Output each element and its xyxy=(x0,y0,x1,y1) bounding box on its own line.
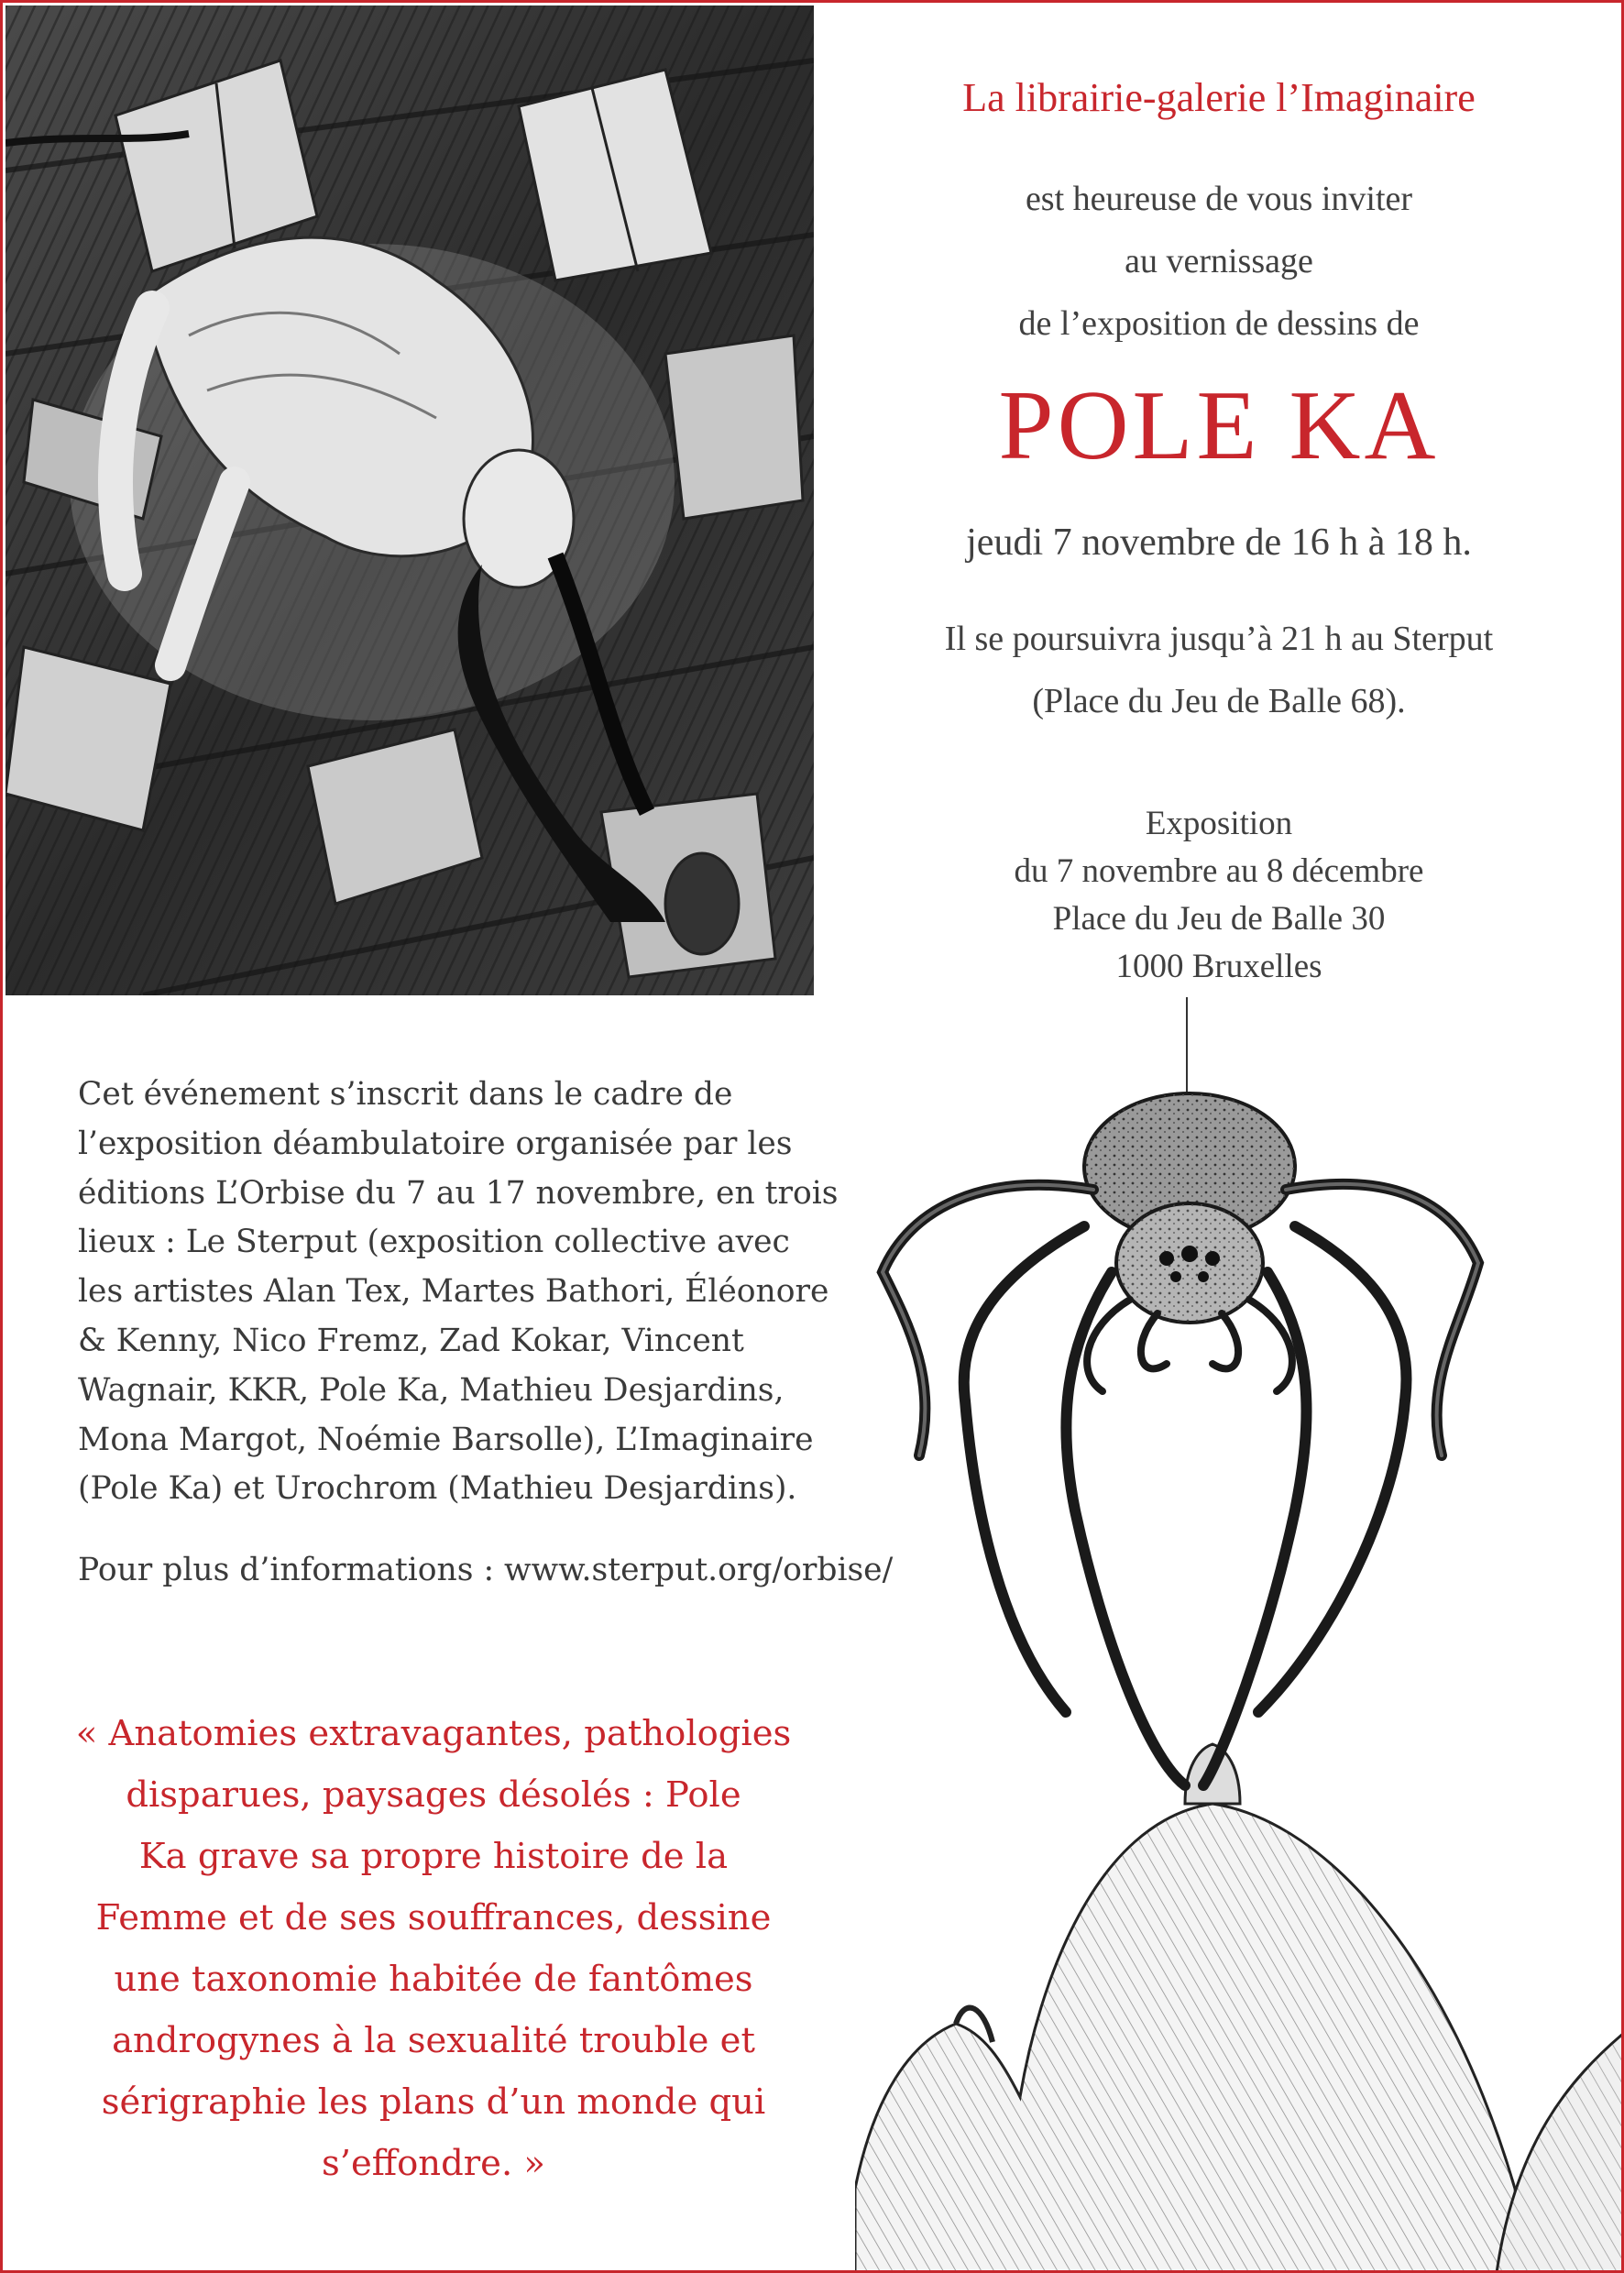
exhibition-line: Place du Jeu de Balle 30 xyxy=(1052,900,1386,938)
spider-over-mounds-illustration xyxy=(855,997,1624,2273)
falling-woman-books-illustration xyxy=(5,5,814,995)
opening-date: jeudi 7 novembre de 16 h à 18 h. xyxy=(966,522,1472,564)
quote-line: « Anatomies extravagantes, pathologies xyxy=(75,1713,792,1754)
intro-line: au vernissage xyxy=(1125,242,1313,280)
exhibition-line: Exposition xyxy=(1145,805,1293,842)
continuation-line: (Place du Jeu de Balle 68). xyxy=(1032,682,1406,720)
description-line: les artistes Alan Tex, Martes Bathori, Éléonore xyxy=(78,1273,829,1311)
quote-line: disparues, paysages désolés : Pole xyxy=(126,1774,741,1816)
continuation-info xyxy=(814,608,1624,732)
description-line: éditions L’Orbise du 7 au 17 novembre, en trois xyxy=(78,1174,839,1212)
continuation-line: Il se poursuivra jusqu’à 21 h au Sterput xyxy=(944,620,1494,658)
event-description xyxy=(78,1071,884,1514)
artist-quote xyxy=(58,1703,809,2194)
exhibition-details xyxy=(814,800,1624,991)
intro-line: est heureuse de vous inviter xyxy=(1025,180,1413,218)
artist-name: POLE KA xyxy=(998,371,1440,480)
description-line: (Pole Ka) et Urochrom (Mathieu Desjardins). xyxy=(78,1470,797,1508)
quote-line: s’effondre. » xyxy=(322,2143,545,2184)
quote-line: une taxonomie habitée de fantômes xyxy=(114,1959,753,2000)
intro-line: de l’exposition de dessins de xyxy=(1018,304,1420,343)
gallery-name: La librairie-galerie l’Imaginaire xyxy=(962,75,1476,120)
description-line: Wagnair, KKR, Pole Ka, Mathieu Desjardins, xyxy=(78,1371,785,1409)
description-line: Mona Margot, Noémie Barsolle), L’Imaginaire xyxy=(78,1421,814,1458)
quote-line: androgynes à la sexualité trouble et xyxy=(112,2020,755,2061)
quote-line: Ka grave sa propre histoire de la xyxy=(138,1836,729,1877)
description-line: & Kenny, Nico Fremz, Zad Kokar, Vincent xyxy=(78,1322,744,1359)
more-info-line: Pour plus d’informations : www.sterput.org/orbise/ xyxy=(78,1552,894,1588)
exhibition-line: du 7 novembre au 8 décembre xyxy=(1014,852,1424,890)
quote-line: sérigraphie les plans d’un monde qui xyxy=(101,2081,766,2123)
description-line: lieux : Le Sterput (exposition collective avec xyxy=(78,1224,790,1261)
description-line: l’exposition déambulatoire organisée par les xyxy=(78,1125,793,1162)
quote-line: Femme et de ses souffrances, dessine xyxy=(95,1897,772,1938)
description-line: Cet événement s’inscrit dans le cadre de xyxy=(78,1076,733,1113)
invitation-intro xyxy=(814,168,1624,355)
exhibition-line: 1000 Bruxelles xyxy=(1115,948,1322,985)
